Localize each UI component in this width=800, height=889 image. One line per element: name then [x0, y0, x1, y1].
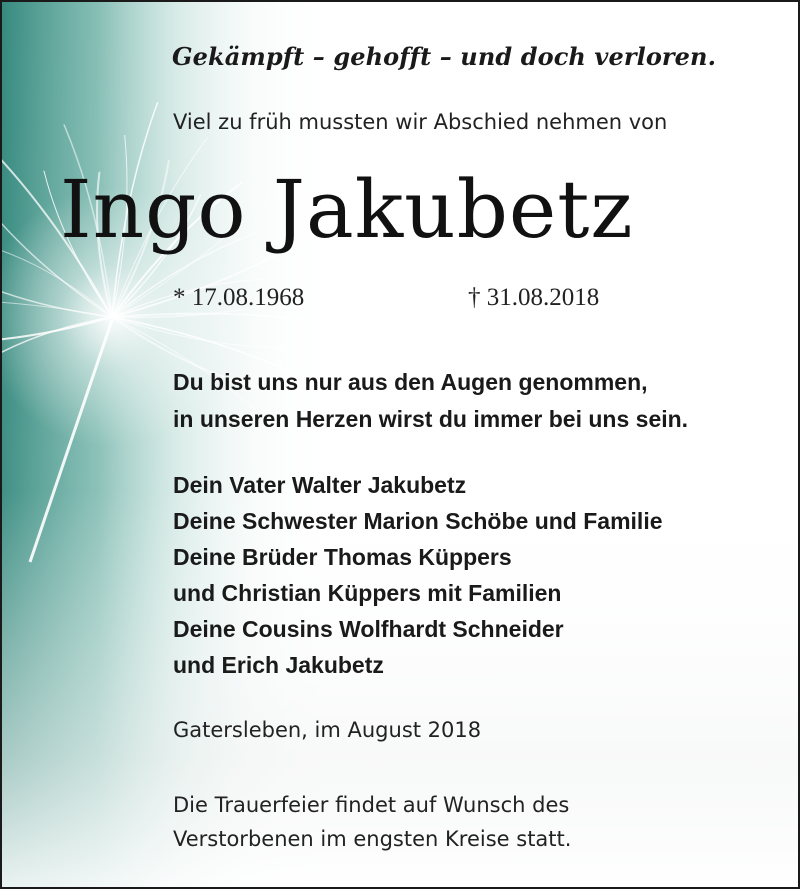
- dandelion-seed-icon: [2, 2, 800, 889]
- motto-heading: Gekämpft – gehofft – und doch verloren.: [172, 42, 717, 71]
- funeral-note-line: Verstorbenen im engsten Kreise statt.: [173, 827, 572, 851]
- birth-date: * 17.08.1968: [173, 284, 305, 311]
- death-date: † 31.08.2018: [468, 284, 600, 311]
- mourner-line: Deine Schwester Marion Schöbe und Familie: [173, 508, 663, 534]
- quote-line: Du bist uns nur aus den Augen genommen,: [173, 369, 648, 395]
- funeral-note-line: Die Trauerfeier findet auf Wunsch des: [173, 793, 570, 817]
- mourner-line: und Christian Küppers mit Familien: [173, 580, 562, 606]
- place-date: Gatersleben, im August 2018: [173, 718, 482, 742]
- funeral-note: [173, 788, 571, 856]
- quote-line: in unseren Herzen wirst du immer bei uns sein.: [173, 406, 689, 432]
- mourner-line: Dein Vater Walter Jakubetz: [173, 472, 467, 498]
- mourner-line: Deine Cousins Wolfhardt Schneider: [173, 616, 564, 642]
- deceased-name: Ingo Jakubetz: [60, 163, 634, 256]
- mourner-line: Deine Brüder Thomas Küppers: [173, 544, 512, 570]
- intro-text: Viel zu früh mussten wir Abschied nehmen von: [173, 110, 668, 134]
- memorial-quote: [173, 364, 688, 438]
- mourner-line: und Erich Jakubetz: [173, 652, 384, 678]
